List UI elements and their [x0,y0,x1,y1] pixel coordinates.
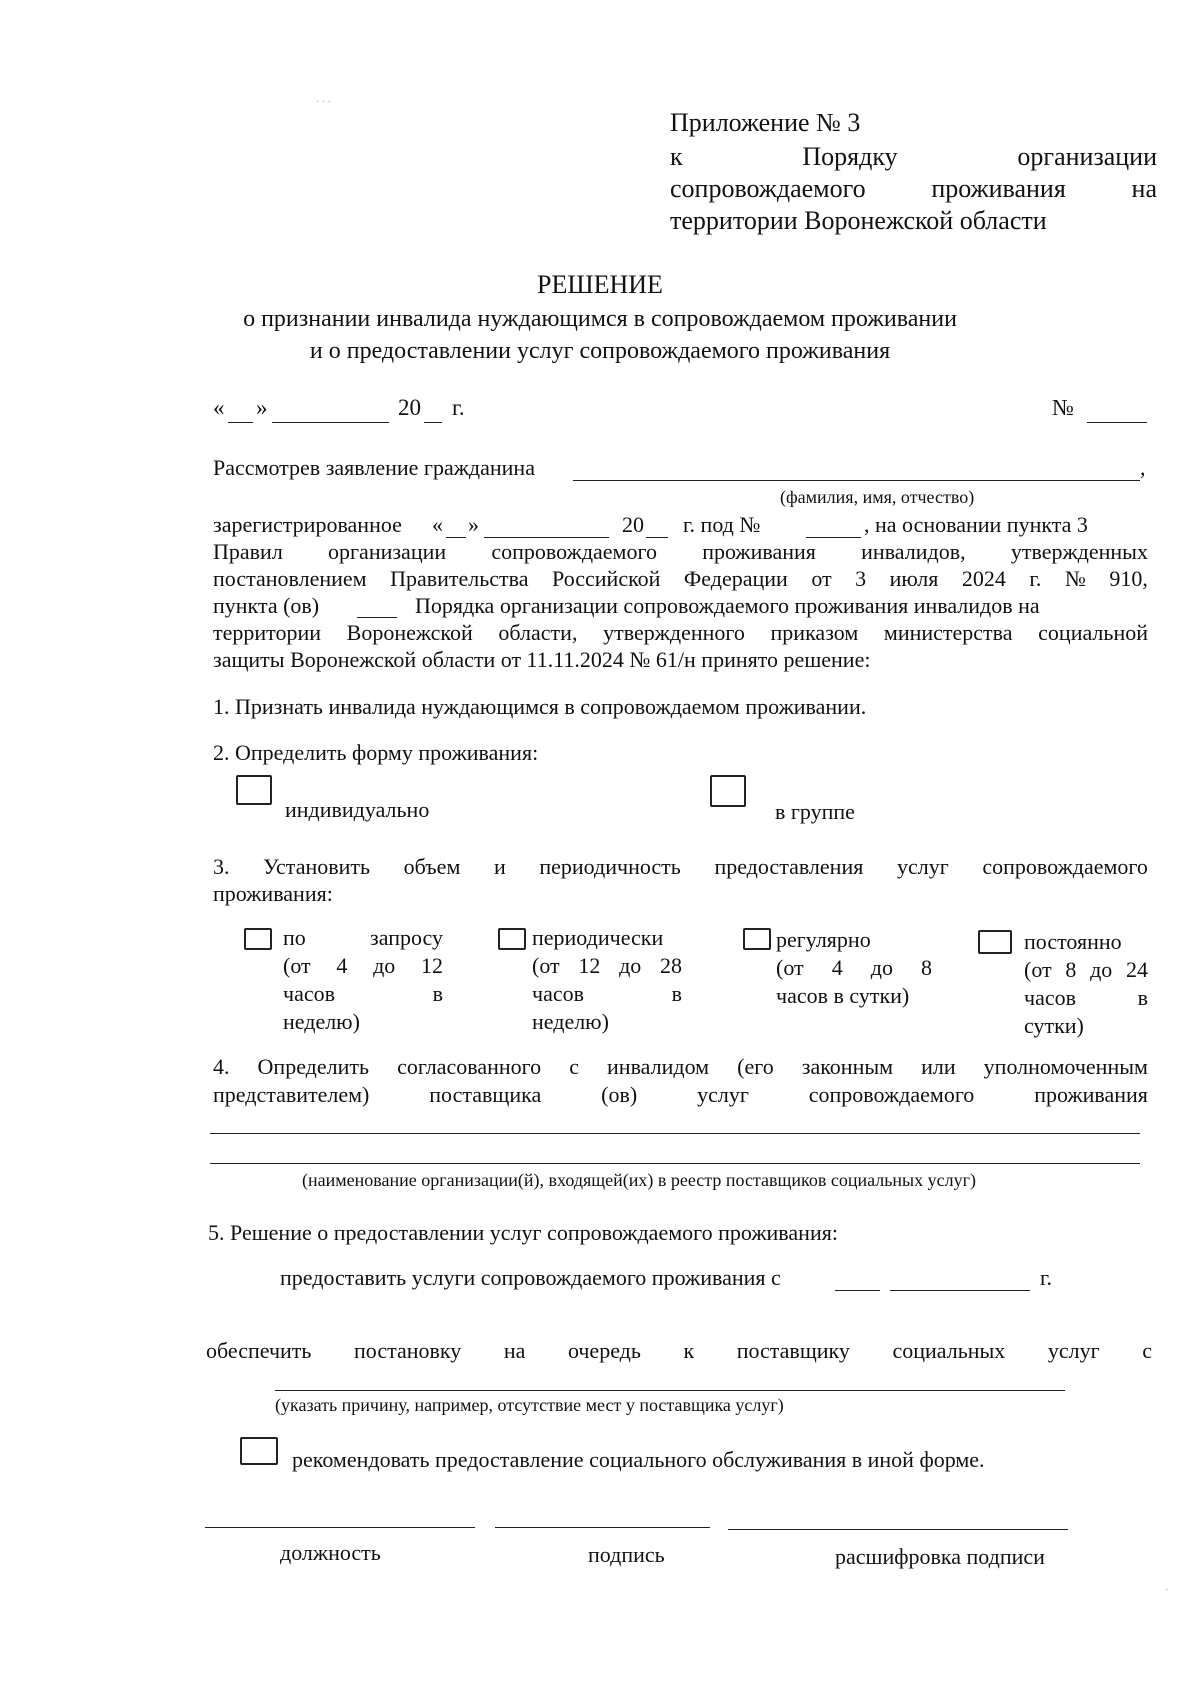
registered-year-prefix: 20 [622,512,644,537]
signature-caption: подпись [588,1542,665,1567]
registered-day-field[interactable] [446,537,466,538]
provide-tail: г. [1040,1265,1053,1290]
applicant-lead: Рассмотрев заявление гражданина [213,455,535,480]
decision-number-field[interactable] [1087,422,1147,423]
provide-lead: предоставить услуги сопровождаемого проживания с [280,1265,781,1290]
document-title: РЕШЕНИЕ [537,270,663,299]
registered-point-tail: Порядка организации сопровождаемого проживания инвалидов на [415,593,1040,618]
signature-decode-field[interactable] [728,1529,1068,1530]
provide-date-day-field[interactable] [835,1290,880,1291]
document-subtitle-2: и о предоставлении услуг сопровождаемого проживания [309,338,891,364]
appendix-line-4: территории Воронежской области [670,206,1047,235]
option-on-request: по запросу (от 4 до 12 часов в неделю) [283,925,443,1034]
checkbox-individual[interactable] [236,775,272,805]
option-periodic: периодически (от 12 до 28 часов в неделю) [532,925,682,1034]
signature-decode-caption: расшифровка подписи [835,1544,1045,1569]
provider-caption: (наименование организации(й), входящей(их) в реестр поставщиков социальных услуг) [302,1170,976,1190]
checkbox-on-request[interactable] [244,928,272,950]
option-regular: регулярно (от 4 до 8 часов в сутки) [776,927,932,1008]
scan-speck: · [1165,1585,1169,1596]
signature-field[interactable] [495,1527,710,1528]
applicant-name-field[interactable] [573,480,1140,481]
date-year-field[interactable] [424,422,442,423]
scan-speck: · · · [316,97,331,108]
option-permanent: постоянно (от 8 до 24 часов в сутки) [1024,929,1148,1038]
checkbox-regular[interactable] [743,928,771,950]
item-4-line-1: 4. Определить согласованного с инвалидом (его законным или уполномоченным [213,1054,1148,1079]
recommend-label: рекомендовать предоставление социального обслуживания в иной форме. [292,1447,985,1472]
position-field[interactable] [205,1527,475,1528]
appendix-number: Приложение № 3 [670,108,861,137]
date-month-field[interactable] [272,422,389,423]
date-year-suffix: г. [452,395,465,420]
position-caption: должность [280,1540,381,1565]
registered-word: зарегистрированное [213,512,402,537]
registered-point-lead: пункта (ов) [213,593,320,618]
document-subtitle-1: о признании инвалида нуждающимся в сопровождаемом проживании [243,306,957,332]
queue-reason-field[interactable] [275,1390,1065,1391]
date-day-field[interactable] [228,422,253,423]
registered-line-2: Правил организации сопровождаемого проживания инвалидов, утвержденных [213,539,1148,564]
registered-close-quote: » [468,512,479,537]
item-3-line-1: 3. Установить объем и периодичность предоставления услуг сопровождаемого [213,854,1148,879]
item-5-heading: 5. Решение о предоставлении услуг сопровождаемого проживания: [208,1220,838,1245]
decision-number-label: № [1052,395,1074,420]
date-open-quote: « [213,395,225,420]
appendix-line-3: сопровождаемого проживания на [670,174,1157,203]
registered-line-6: защиты Воронежской области от 11.11.2024 № 61/н принято решение: [213,647,871,672]
appendix-line-2: к Порядку организации [670,142,1157,171]
label-group: в группе [775,799,855,824]
registered-point-field[interactable] [357,617,397,618]
registered-tail: , на основании пункта 3 [864,512,1088,537]
registered-line-3: постановлением Правительства Российской Федерации от 3 июля 2024 г. № 910, [213,566,1148,591]
registered-year-field[interactable] [646,537,668,538]
item-4-line-2: представителем) поставщика (ов) услуг сопровождаемого проживания [213,1082,1148,1107]
queue-line: обеспечить постановку на очередь к поставщику социальных услуг с [206,1338,1152,1363]
item-3-line-2: проживания: [213,881,333,906]
registered-open-quote: « [432,512,443,537]
date-year-prefix: 20 [398,395,421,420]
provider-field-2[interactable] [210,1163,1140,1164]
registered-mid: г. под № [683,512,761,537]
checkbox-group[interactable] [710,775,746,807]
provider-field-1[interactable] [210,1133,1140,1134]
checkbox-permanent[interactable] [978,930,1012,954]
registered-number-field[interactable] [806,537,861,538]
label-individual: индивидуально [285,797,430,822]
registered-month-field[interactable] [484,537,609,538]
item-1: 1. Признать инвалида нуждающимся в сопровождаемом проживании. [213,694,867,719]
date-close-quote: » [256,395,268,420]
checkbox-periodic[interactable] [498,928,526,950]
checkbox-recommend[interactable] [240,1437,278,1465]
applicant-name-caption: (фамилия, имя, отчество) [780,487,975,507]
queue-reason-caption: (указать причину, например, отсутствие мест у поставщика услуг) [275,1395,784,1415]
registered-line-5: территории Воронежской области, утвержденного приказом министерства социальной [213,620,1148,645]
provide-date-field[interactable] [890,1290,1030,1291]
applicant-comma: , [1140,455,1146,480]
item-2-heading: 2. Определить форму проживания: [213,740,539,765]
